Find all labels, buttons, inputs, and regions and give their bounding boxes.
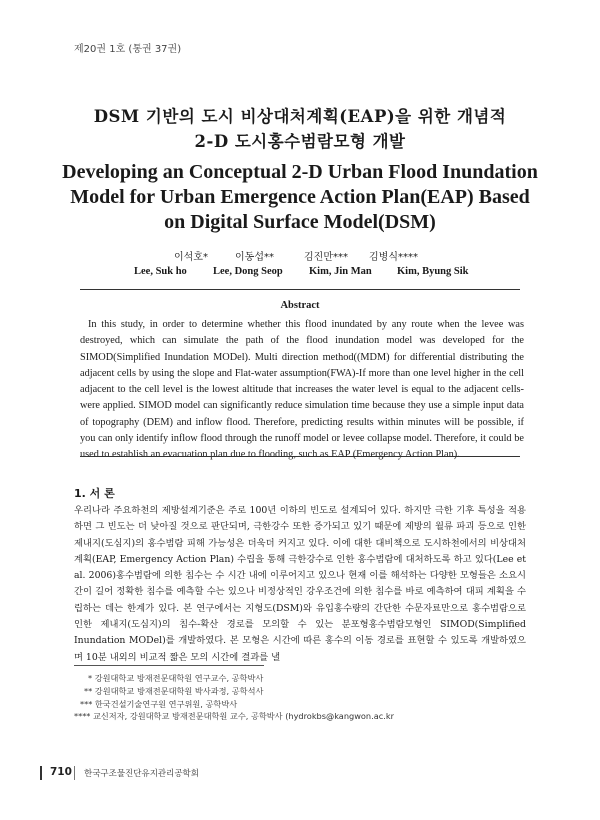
footer-separator — [74, 766, 75, 780]
author-name-ko: 김진만*** — [304, 252, 348, 263]
author-name-ko: 이석호* — [174, 252, 208, 263]
footer-bar — [40, 766, 42, 780]
footnote: * 강원대학교 방재전문대학원 연구교수, 공학박사 — [88, 673, 264, 683]
volume-reference: 제20권 1호 (통권 37권) — [74, 44, 182, 55]
author-name-ko: 이동섭** — [235, 252, 274, 263]
author-name-en: Lee, Dong Seop — [213, 266, 283, 277]
section-body: 우리나라 주요하천의 제방설계기준은 주로 100년 이하의 빈도로 설계되어 있다. 하지만 극한 기후 특성을 적용하면 그 빈도는 더 낮아질 것으로 판단되며, 극한강수 또한 증가되고 있기 때문에 제방의 월류 파괴 등으로 인한 제내지(도심지)의 홍수범람 피해 가능성은 더욱더 커지고 있다. 이에 대한 대비책으로 도시하천에서의 비상대처계획(EAP, Emergency Action Plan) 수립을 통해 극한강수로 인한 홍수범람에 대처하도록 하고 있다(Lee et al. 2006)홍수범람에 의한 침수는 수 시간 내에 이루어지고 있으나 현재 이를 해석하는 다양한 모형들은 소요시간이 길어 정확한 침수를 예측할 수는 있으나 비정상적인 강우조건에 의한 침수를 바로 예측하여 대피 계획을 수립하는 데는 한계가 있다. 본 연구에서는 지형도(DSM)와 유입홍수량의 간단한 수문자료만으로 홍수범람으로 인한 제내지(도심지)의 침수-확산 경로를 모의할 수 있는 분포형홍수범람모형인 SIMOD(Simplified Inundation MODel)를 개발하였다. 본 모형은 시간에 따른 홍수의 이동 경로를 표현할 수 있도록 개발하였으며 10분 내외의 비교적 짧은 모의 시간에 결과를 낼 — [74, 505, 526, 663]
footnote: ** 강원대학교 방재전문대학원 박사과정, 공학석사 — [84, 685, 264, 696]
section-heading: 1. 서 론 — [74, 487, 115, 500]
footnote-divider — [74, 665, 264, 666]
author-name-ko: 김병식**** — [369, 252, 418, 263]
korean-title-line-2: 2-D 도시홍수범람모형 개발 — [194, 132, 406, 151]
author-name-en: Lee, Suk ho — [134, 266, 187, 277]
author-divider — [80, 289, 520, 290]
english-title: Developing an Conceptual 2-D Urban Flood Inundation Model for Urban Emergence Action Plan(EAP) Based on Digital Surface Model(DSM) — [62, 161, 538, 233]
korean-title-line-1: DSM 기반의 도시 비상대처계획(EAP)을 위한 개념적 — [93, 107, 507, 126]
footnote: **** 교신저자, 강원대학교 방재전문대학원 교수, 공학박사 (hydrokbs@kangwon.ac.kr — [74, 711, 394, 722]
abstract-heading: Abstract — [280, 300, 320, 311]
abstract-body: In this study, in order to determine whether this flood inundated by any route when the levee was destroyed, which can simulate the path of the flood inundation model was developed for the SIMOD(Simplified Inundation MODel). Multi direction method((MDM) for differential distributing the adjacent cells by using the slope and Flat-water assumption(FWA)-If more than one level higher in the cell adjacent to the cell level is the lowest altitude that increases the water level is equal to the adjacent cells- were applied. SIMOD model can significantly reduce simulation time because they use a simple input data of topography (DEM) and inflow flood. Therefore, predicting results within minutes will be possible, if you can only identify inflow flood through the runoff model or levee collapse model. Therefore, it could be used to establish an evacuation plan due to flooding, such as EAP (Emergency Action Plan). — [80, 319, 524, 461]
footnotes — [74, 672, 534, 723]
footnote: *** 한국건설기술연구원 연구위원, 공학박사 — [80, 698, 238, 709]
page-number: 710 — [50, 766, 72, 778]
journal-name: 한국구조물진단유지관리공학회 — [84, 769, 199, 779]
author-name-en: Kim, Jin Man — [309, 266, 372, 277]
abstract-divider — [80, 456, 520, 457]
author-name-en: Kim, Byung Sik — [397, 266, 469, 277]
